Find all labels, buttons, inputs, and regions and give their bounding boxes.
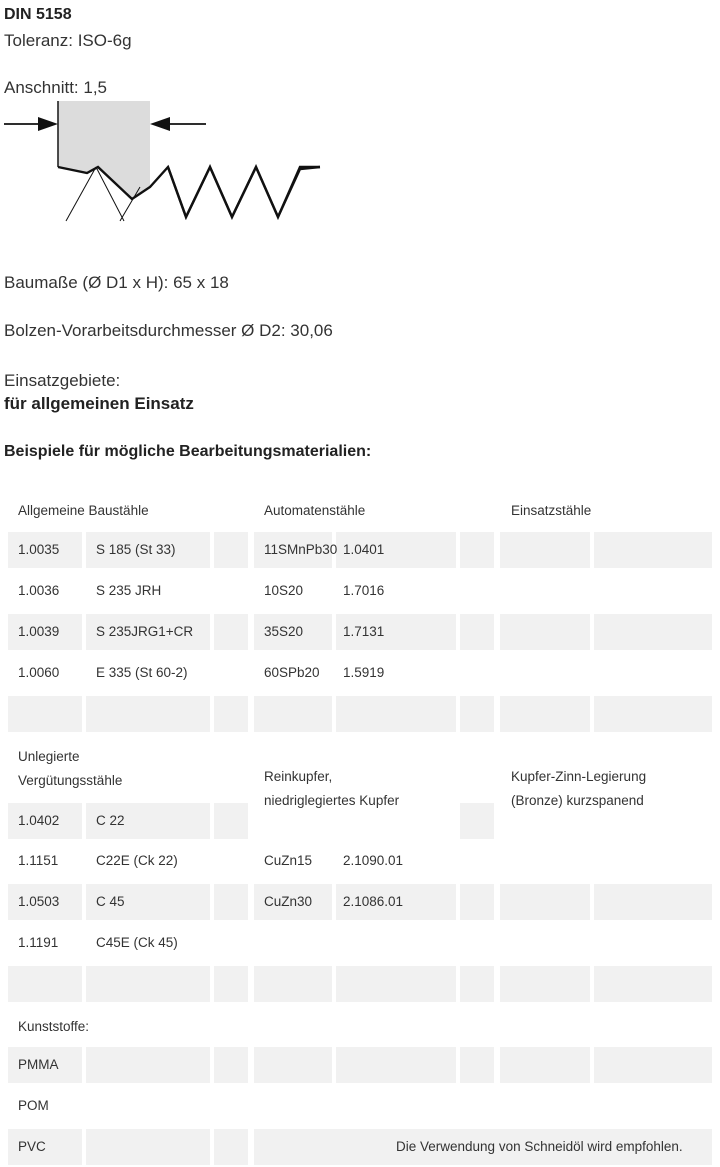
group-header: Kupfer-Zinn-Legierung — [511, 769, 647, 784]
table-cell: S 185 (St 33) — [96, 542, 176, 557]
cell-shade — [214, 696, 248, 732]
cell-shade — [86, 966, 210, 1002]
usage-value: für allgemeinen Einsatz — [4, 394, 194, 413]
group-header: Vergütungsstähle — [18, 773, 123, 788]
cell-shade — [594, 966, 712, 1002]
cell-shade — [214, 614, 248, 650]
table-cell: 11SMnPb30 — [264, 542, 338, 557]
table-cell: 2.1086.01 — [343, 894, 404, 909]
table-cell: S 235JRG1+CR — [96, 624, 194, 639]
table-cell: 1.0503 — [18, 894, 60, 909]
table-cell: 60SPb20 — [264, 665, 320, 680]
arrow-right-icon — [38, 117, 58, 131]
table-cell: S 235 JRH — [96, 583, 162, 598]
cell-shade — [460, 696, 494, 732]
group-header: (Bronze) kurzspanend — [511, 793, 644, 808]
plastic-item: PVC — [18, 1139, 46, 1154]
thread-chamfer-drawing — [0, 95, 340, 230]
cell-shade — [214, 966, 248, 1002]
cell-shade — [460, 614, 494, 650]
product-title: DIN 5158 — [4, 6, 72, 23]
cell-shade — [500, 1047, 590, 1083]
cell-shade — [460, 803, 494, 839]
cell-shade — [86, 696, 210, 732]
tool-body — [58, 101, 150, 199]
cell-shade — [460, 884, 494, 920]
group-header: Einsatzstähle — [511, 503, 592, 518]
table-cell: 1.7016 — [343, 583, 385, 598]
cell-shade — [594, 614, 712, 650]
cell-shade — [214, 1047, 248, 1083]
table-cell: 1.0402 — [18, 813, 60, 828]
table-cell: CuZn30 — [264, 894, 313, 909]
usage-note: Die Verwendung von Schneidöl wird empfohlen. — [396, 1139, 683, 1154]
cell-shade — [336, 1047, 456, 1083]
cell-shade — [500, 884, 590, 920]
cell-shade — [86, 1129, 210, 1165]
table-cell: 1.0060 — [18, 665, 60, 680]
table-cell: 10S20 — [264, 583, 304, 598]
tolerance-label: Toleranz: ISO-6g — [4, 31, 132, 50]
cell-shade — [214, 803, 248, 839]
table-cell: E 335 (St 60-2) — [96, 665, 188, 680]
bolt-diameter-text: Bolzen-Vorarbeitsdurchmesser Ø D2: 30,06 — [4, 321, 333, 340]
section-title: Beispiele für mögliche Bearbeitungsmaterialien: — [4, 443, 372, 460]
cell-shade — [86, 1047, 210, 1083]
cell-shade — [214, 884, 248, 920]
cell-shade — [460, 1047, 494, 1083]
cell-shade — [214, 1129, 248, 1165]
group-header: Allgemeine Baustähle — [18, 503, 149, 518]
cell-shade — [254, 1047, 332, 1083]
cell-shade — [8, 696, 82, 732]
plastic-item: POM — [18, 1098, 49, 1113]
group-header: Reinkupfer, — [264, 769, 333, 784]
table-cell: 1.5919 — [343, 665, 385, 680]
table-cell: 1.0035 — [18, 542, 60, 557]
cell-shade — [500, 532, 590, 568]
plastics-label: Kunststoffe: — [18, 1019, 90, 1034]
usage-label: Einsatzgebiete: — [4, 371, 121, 390]
group-header: niedriglegiertes Kupfer — [264, 793, 400, 808]
anschnitt-label: Anschnitt: 1,5 — [4, 78, 108, 97]
cell-shade — [594, 884, 712, 920]
cell-shade — [214, 532, 248, 568]
table-cell: C 22 — [96, 813, 125, 828]
cell-shade — [336, 966, 456, 1002]
table-cell: C 45 — [96, 894, 125, 909]
arrow-left-icon — [150, 117, 170, 131]
cell-shade — [460, 966, 494, 1002]
table-cell: 1.7131 — [343, 624, 385, 639]
table-cell: 1.0401 — [343, 542, 385, 557]
table-cell: CuZn15 — [264, 853, 313, 868]
table-cell: 1.1191 — [18, 935, 59, 950]
group-header: Automatenstähle — [264, 503, 366, 518]
cell-shade — [460, 532, 494, 568]
table-cell: C45E (Ck 45) — [96, 935, 178, 950]
cell-shade — [594, 696, 712, 732]
plastic-item: PMMA — [18, 1057, 59, 1072]
table-cell: 1.0036 — [18, 583, 60, 598]
table-cell: 1.0039 — [18, 624, 60, 639]
cell-shade — [8, 966, 82, 1002]
cell-shade — [500, 966, 590, 1002]
table-cell: 1.1151 — [18, 853, 59, 868]
table-cell: C22E (Ck 22) — [96, 853, 178, 868]
cell-shade — [594, 1047, 712, 1083]
cell-shade — [500, 614, 590, 650]
cell-shade — [254, 696, 332, 732]
cell-shade — [254, 966, 332, 1002]
table-cell: 2.1090.01 — [343, 853, 404, 868]
dimensions-text: Baumaße (Ø D1 x H): 65 x 18 — [4, 273, 229, 292]
group-header: Unlegierte — [18, 749, 80, 764]
cell-shade — [594, 532, 712, 568]
cell-shade — [500, 696, 590, 732]
table-cell: 35S20 — [264, 624, 304, 639]
cell-shade — [336, 696, 456, 732]
